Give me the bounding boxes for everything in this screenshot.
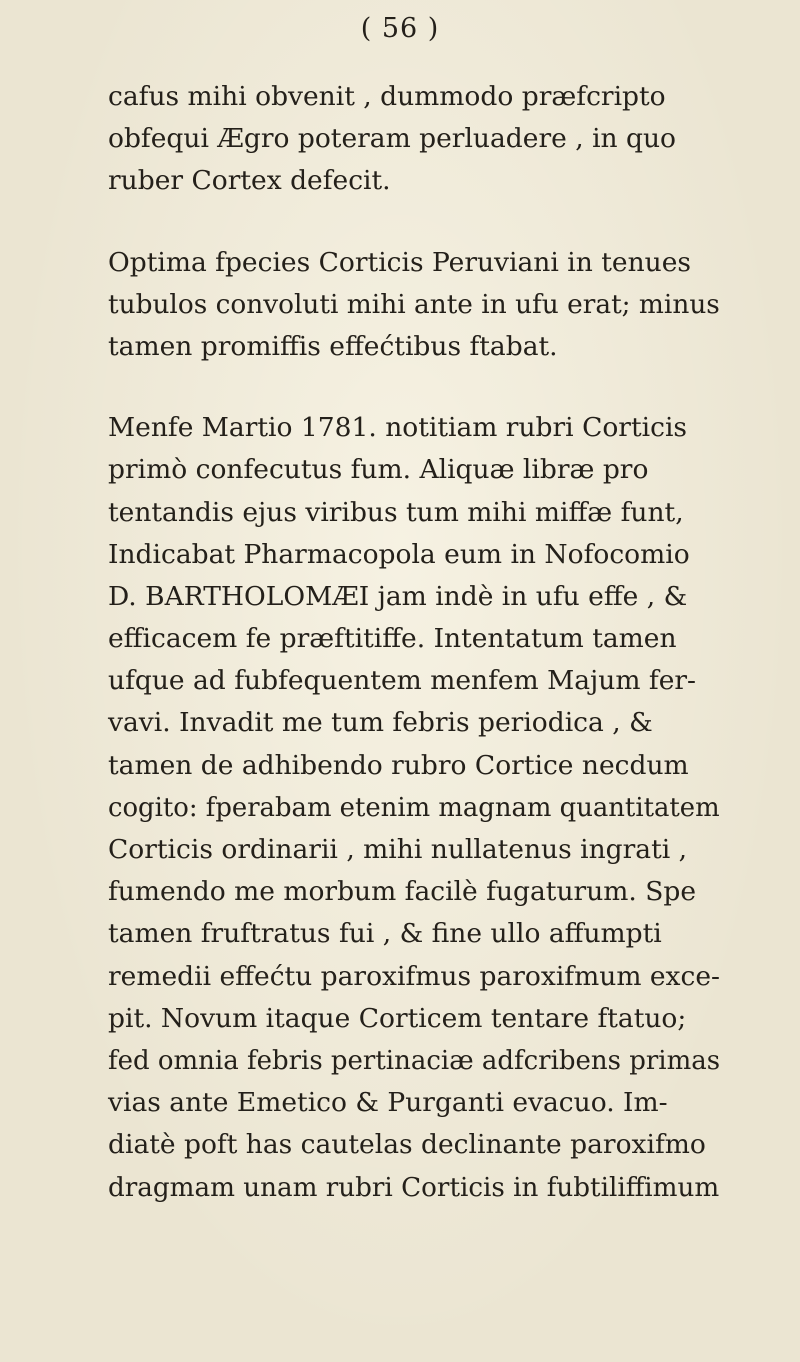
text-line: Indicabat Pharmacopola eum in Nofocomio	[108, 538, 690, 570]
text-line: diatè poft has cautelas declinante paroxifmo	[108, 1129, 706, 1161]
text-line: dragmam unam rubri Corticis in fubtiliffimum	[108, 1172, 720, 1203]
text-line: vias ante Emetico & Purganti evacuo. Im-	[108, 1087, 668, 1119]
text-line: ufque ad fubfequentem menfem Majum fer-	[108, 665, 696, 697]
text-line: fed omnia febris pertinaciæ adfcribens primas	[108, 1045, 721, 1076]
text-line: remedii effećtu paroxifmus paroxifmum exce-	[108, 960, 720, 992]
text-line: tubulos convoluti mihi ante in ufu erat; minus	[108, 289, 720, 320]
text-line: D. BARTHOLOMÆI jam indè in ufu effe , &	[108, 580, 688, 612]
text-line: Optima fpecies Corticis Peruviani in tenues	[108, 246, 691, 278]
paragraph-2	[108, 242, 720, 369]
text-line: Menfe Martio 1781. notitiam rubri Corticis	[108, 412, 688, 444]
text-line: tamen promiffis effećtibus ftabat.	[108, 330, 558, 362]
text-line: tamen fruftratus fui , & fine ullo affumpti	[108, 918, 662, 950]
text-line: tentandis ejus viribus tum mihi miffæ funt,	[108, 496, 684, 528]
text-line: fumendo me morbum facilè fugaturum. Spe	[108, 876, 697, 908]
text-line: ruber Cortex defecit.	[108, 165, 391, 197]
text-block	[108, 76, 720, 1209]
text-line: pit. Novum itaque Corticem tentare ftatuo;	[108, 1002, 687, 1034]
text-line: tamen de adhibendo rubro Cortice necdum	[108, 749, 689, 781]
page-number: ( 56 )	[360, 13, 440, 44]
text-line: efficacem fe præftitiffe. Intentatum tamen	[108, 623, 677, 655]
paragraph-3	[108, 407, 720, 1209]
text-line: Corticis ordinarii , mihi nullatenus ingrati ,	[108, 834, 688, 865]
text-line: obfequi Ægro poteram perluadere , in quo	[108, 123, 677, 155]
text-line: primò confecutus fum. Aliquæ libræ pro	[108, 454, 649, 486]
text-line: cogito: fperabam etenim magnam quantitatem	[108, 792, 720, 823]
paragraph-1	[108, 76, 720, 203]
text-line: vavi. Invadit me tum febris periodica , &	[108, 707, 653, 739]
text-line: cafus mihi obvenit , dummodo præfcripto	[108, 81, 666, 112]
